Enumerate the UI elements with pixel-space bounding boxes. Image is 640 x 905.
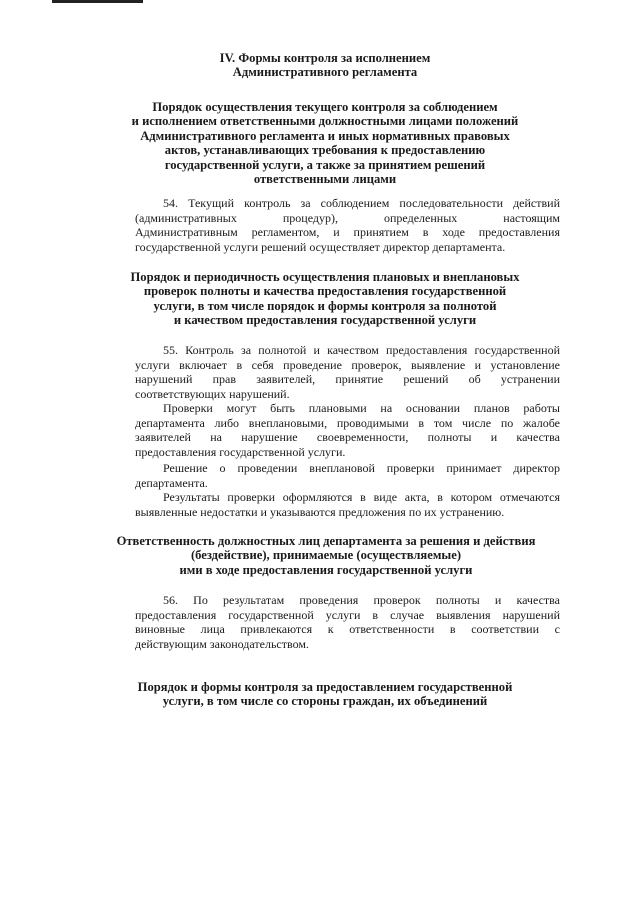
- paragraph-55: 55. Контроль за полнотой и качеством предоставления государственной услуги включает в себя проведение проверок, выявление и установление нарушений прав заявителей, принятие решений об устранении соответствующих нарушений.: [135, 343, 560, 401]
- paragraph-54: 54. Текущий контроль за соблюдением последовательности действий (административных процедур), определенных настоящим Административным регламентом, и принятием в ходе предоставления государственной услуги решений осуществляет директор департамента.: [135, 196, 560, 254]
- section-heading: IV. Формы контроля за исполнением Административного регламента: [219, 51, 431, 80]
- paragraph-results: Результаты проверки оформляются в виде акта, в котором отмечаются выявленные недостатки и указываются предложения по их устранению.: [135, 490, 560, 519]
- paragraph-56: 56. По результатам проведения проверок полноты и качества предоставления государственной услуги в случае выявления нарушений виновные лица привлекаются к ответственности в соответствии с действующим законодательством.: [135, 593, 560, 651]
- paragraph-decision: Решение о проведении внеплановой проверки принимает директор департамента.: [135, 461, 560, 490]
- heading-citizens-control: Порядок и формы контроля за предоставлением государственной услуги, в том числе со стороны граждан, их объединений: [137, 680, 513, 709]
- paragraph-checks: Проверки могут быть плановыми на основании планов работы департамента либо внеплановыми, проводимыми в том числе по жалобе заявителей на нарушение своевременности, полноты и качества предоставления государственной услуги.: [135, 401, 560, 459]
- heading-current-control: Порядок осуществления текущего контроля за соблюдением и исполнением ответственными должностными лицами положений Административного регламента и иных нормативных правовых актов, устанавливающих требования к предоставлению государственной услуги, а также за принятием решений ответственными лицами: [131, 100, 519, 187]
- heading-periodic-checks: Порядок и периодичность осуществления плановых и внеплановых проверок полноты и качества предоставления государственной услуги, в том числе порядок и формы контроля за полнотой и качеством предоставления государственной услуги: [130, 270, 520, 328]
- heading-responsibility: Ответственность должностных лиц департамента за решения и действия (бездействие), принимаемые (осуществляемые) ими в ходе предоставления государственной услуги: [116, 534, 536, 577]
